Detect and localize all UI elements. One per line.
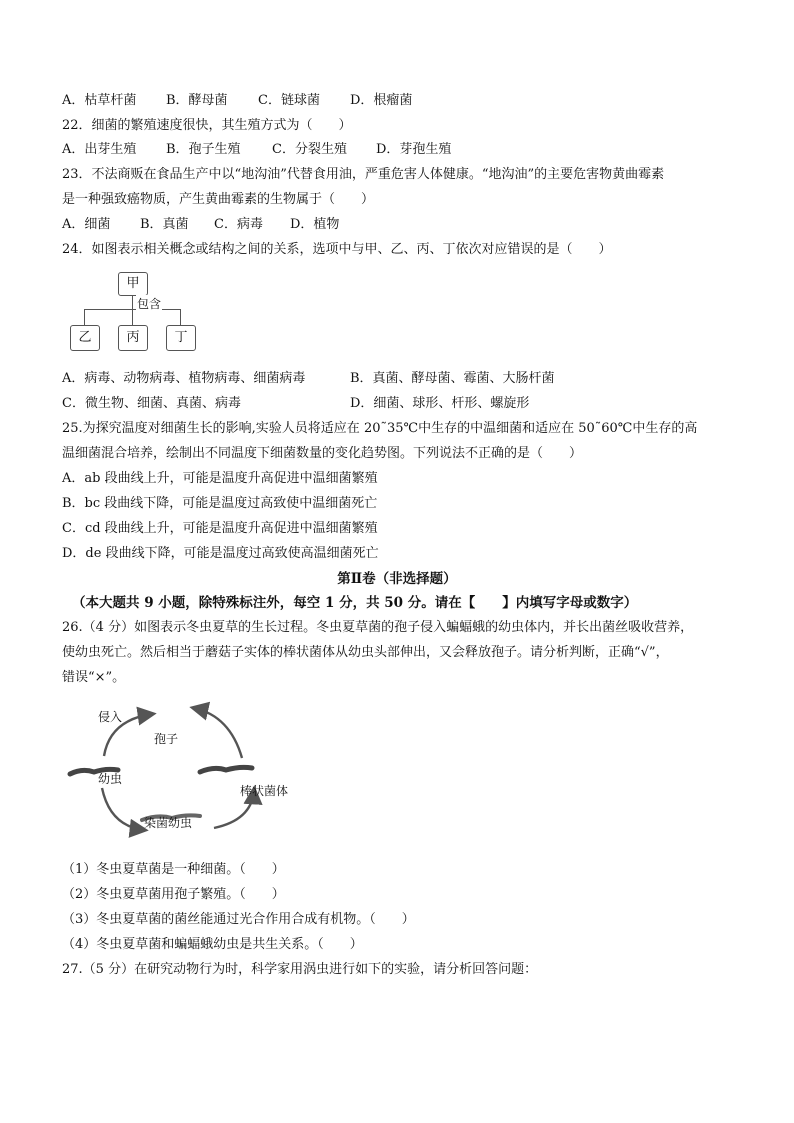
label-stroma: 棒状菌体 [240,784,289,798]
diagram-connector [132,309,133,325]
q26-item-2: （2）冬虫夏草菌用孢子繁殖。（ ） [62,887,285,902]
stroma-larva-icon [200,767,252,772]
q25-stem-line2: 温细菌混合培养，绘制出不同温度下细菌数量的变化趋势图。下列说法不正确的是（ ） [62,446,583,461]
label-spores: 孢子 [154,732,179,746]
section-title: 第Ⅱ卷（非选择题） [337,571,457,587]
arrow-release-spores [194,708,242,758]
q24-stem: 24．如图表示相关概念或结构之间的关系，选项中与甲、乙、丙、丁依次对应错误的是（ ） [62,242,612,257]
q24-option-b: B．真菌、酵母菌、霉菌、大肠杆菌 [350,371,555,386]
q21-option-a: A．枯草杆菌 [62,93,137,108]
q22-option-a: A．出芽生殖 [62,142,137,157]
q25-stem-line1: 25.为探究温度对细菌生长的影响,实验人员将适应在 20˜35℃中生存的中温细菌和适应在 50˜60℃中生存的高 [62,421,698,436]
q22-option-b: B．孢子生殖 [166,142,241,157]
q26-item-3: （3）冬虫夏草菌的菌丝能通过光合作用合成有机物。（ ） [62,912,415,927]
diagram-connector [180,309,181,325]
q26-stem-line3: 错误“×”。 [62,670,126,685]
q25-option-b: B．bc 段曲线下降，可能是温度过高致使中温细菌死亡 [62,496,378,511]
q24-option-c: C．微生物、细菌、真菌、病毒 [62,396,241,411]
q25-option-c: C．cd 段曲线上升，可能是温度升高促进中温细菌繁殖 [62,521,378,536]
q23-stem-line1: 23．不法商贩在食品生产中以“地沟油”代替食用油，严重危害人体健康。“地沟油”的主要危害物黄曲霉素 [62,167,665,182]
label-larva: 幼虫 [98,772,123,786]
diagram-relation-label: 包含 [137,297,162,311]
diagram-node-child-1: 乙 [70,325,100,351]
q26-item-1: （1）冬虫夏草菌是一种细菌。（ ） [62,862,285,877]
q26-item-4: （4）冬虫夏草菌和蝙蝠蛾幼虫是共生关系。（ ） [62,937,363,952]
q23-stem-line2: 是一种强致癌物质，产生黄曲霉素的生物属于（ ） [62,192,375,207]
label-invade: 侵入 [98,710,123,724]
diagram-connector [132,295,133,309]
q23-option-d: D．植物 [290,217,340,232]
q23-option-a: A．细菌 [62,217,111,232]
q24-option-a: A．病毒、动物病毒、植物病毒、细菌病毒 [62,371,306,386]
q26-stem-line1: 26.（4 分）如图表示冬虫夏草的生长过程。冬虫夏草菌的孢子侵入蝙蝠蛾的幼虫体内，并长出菌丝吸收营养， [62,620,694,635]
section-instructions: （本大题共 9 小题，除特殊标注外，每空 1 分，共 50 分。请在【 】内填写字母或数字） [72,595,638,611]
q25-option-a: A．ab 段曲线上升，可能是温度升高促进中温细菌繁殖 [62,471,378,486]
diagram-node-child-2: 丙 [118,325,148,351]
q23-option-b: B．真菌 [140,217,189,232]
diagram-node-top: 甲 [118,272,148,296]
q22-option-c: C．分裂生殖 [272,142,347,157]
q27-stem: 27.（5 分）在研究动物行为时，科学家用涡虫进行如下的实验，请分析回答问题： [62,962,538,977]
q21-option-c: C．链球菌 [258,93,320,108]
q22-stem: 22．细菌的繁殖速度很快，其生殖方式为（ ） [62,118,352,133]
diagram-node-child-3: 丁 [166,325,196,351]
q22-option-d: D．芽孢生殖 [376,142,452,157]
q23-option-c: C．病毒 [214,217,263,232]
q21-option-d: D．根瘤菌 [350,93,413,108]
diagram-connector [84,309,85,325]
q26-stem-line2: 使幼虫死亡。然后相当于蘑菇子实体的棒状菌体从幼虫头部伸出，又会释放孢子。请分析判断，正确“√”， [62,645,669,660]
q24-option-d: D．细菌、球形、杆形、螺旋形 [350,396,530,411]
cordyceps-lifecycle-diagram [62,698,302,848]
arrow-infect [102,788,144,830]
label-infected-larva: 染菌幼虫 [144,816,193,830]
q25-option-d: D．de 段曲线下降，可能是温度过高致使高温细菌死亡 [62,546,379,561]
q21-option-b: B．酵母菌 [166,93,228,108]
